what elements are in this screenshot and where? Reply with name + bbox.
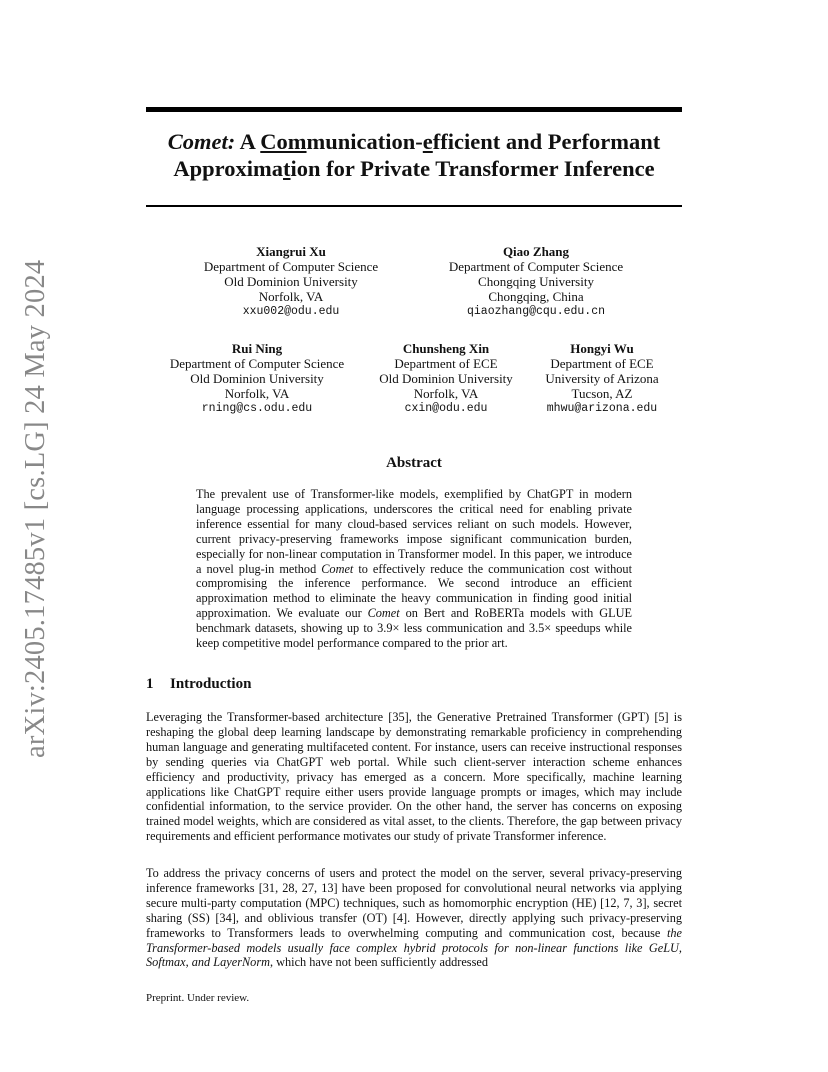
author-department: Department of ECE [550,356,654,371]
author-location: Norfolk, VA [413,386,479,401]
title-top-rule [146,107,682,112]
section-heading [146,676,251,693]
author-university: Old Dominion University [224,274,358,289]
author-block [157,341,357,416]
author-university: University of Arizona [545,371,659,386]
title-line-1 [146,128,682,155]
intro-paragraph-2 [146,866,682,970]
author-name: Qiao Zhang [502,244,570,259]
author-department: Department of Computer Science [448,259,624,274]
title-underlined-text: t [283,156,291,181]
title-text: fficient and Performant [432,129,661,154]
author-location: Chongqing, China [488,289,584,304]
abstract-body [196,487,632,651]
author-email: xxu002@odu.edu [242,305,340,318]
author-university: Chongqing University [478,274,594,289]
paragraph-emphasis: the Transformer-based models usually face complex hybrid protocols for non-linear functions like GeLU, Softmax, and LayerNorm [146,925,682,970]
abstract-method-name: Comet [367,606,400,621]
abstract-method-name: Comet [321,561,354,576]
author-university: Old Dominion University [379,371,513,386]
author-name: Xiangrui Xu [256,244,326,259]
abstract-text: on Bert and RoBERTa models with GLUE benchmark datasets, showing up to 3.9× less communication and 3.5× speedups while keep competitive model performance compared to the prior art. [196,606,632,651]
author-department: Department of ECE [394,356,498,371]
title-underlined-text: e [422,129,433,154]
section-title: Introduction [170,676,252,692]
abstract-text: The prevalent use of Transformer-like models, exemplified by ChatGPT in modern language processing applications, underscores the critical need for enabling private inference essential for many cloud-based services reliant on such models. However, current privacy-preserving frameworks impose significant communication burden, especially for non-linear computation in Transformer model. In this paper, we introduce a novel plug-in method [196,487,632,576]
arxiv-identifier-stamp: arXiv:2405.17485v1 [cs.LG] 24 May 2024 [20,259,51,758]
author-location: Norfolk, VA [258,289,324,304]
abstract-text: to effectively reduce the communication cost without compromising the inference performance. We second introduce an efficient approximation method to eliminate the heavy communication in finding good initial approximation. We evaluate our [196,561,632,621]
abstract-heading: Abstract [386,455,442,471]
section-number: 1 [146,676,154,692]
author-department: Department of Computer Science [203,259,379,274]
author-email: mhwu@arizona.edu [546,402,658,415]
title-underlined-text: Com [260,129,307,154]
author-email: rning@cs.odu.edu [201,402,313,415]
author-university: Old Dominion University [190,371,324,386]
author-block [532,341,672,416]
author-block [436,244,636,319]
paragraph-text: , which have not been sufficiently addressed [270,955,488,970]
title-bottom-rule [146,205,682,207]
author-location: Norfolk, VA [224,386,290,401]
author-block [191,244,391,319]
paper-title [146,128,682,182]
author-name: Hongyi Wu [570,341,634,356]
author-location: Tucson, AZ [571,386,633,401]
author-name: Chunsheng Xin [402,341,490,356]
intro-paragraph-1: Leveraging the Transformer-based architecture [35], the Generative Pretrained Transformer (GPT) [5] is reshaping the global deep learning landscape by demonstrating remarkable proficiency in comprehending human language and generating multifaceted content. For instance, users can receive instructional responses by sending queries via ChatGPT web portal. While such client-server interaction scheme enhances efficiency and productivity, privacy has emerged as a concern. More specifically, machine learning applications like ChatGPT require either users provide language prompts or images, which may include confidential information, to the service provider. On the other hand, the server has concerns on exposing trained model weights, which are considered as vital asset, to the clients. Therefore, the gap between privacy requirements and efficient performance motivates our study of private Transformer inference. [146,710,682,844]
title-line-2 [146,155,682,182]
title-method-name: Comet: [167,129,236,154]
title-text: munication- [306,129,423,154]
preprint-footer: Preprint. Under review. [146,992,250,1004]
paragraph-text: To address the privacy concerns of users and protect the model on the server, several privacy-preserving inference frameworks [31, 28, 27, 13] have been proposed for convolutional neural networks via applying secure multi-party computation (MPC) techniques, such as homomorphic encryption (HE) [12, 7, 3], secret sharing (SS) [34], and oblivious transfer (OT) [4]. However, directly applying such privacy-preserving frameworks to Transformers leads to overwhelming computing and communication cost, because [146,866,682,940]
author-block [366,341,526,416]
author-email: qiaozhang@cqu.edu.cn [466,305,606,318]
author-email: cxin@odu.edu [404,402,488,415]
title-text: A [235,129,261,154]
author-name: Rui Ning [231,341,283,356]
title-text: Approxima [173,156,284,181]
title-text: ion for Private Transformer Inference [290,156,655,181]
author-department: Department of Computer Science [169,356,345,371]
